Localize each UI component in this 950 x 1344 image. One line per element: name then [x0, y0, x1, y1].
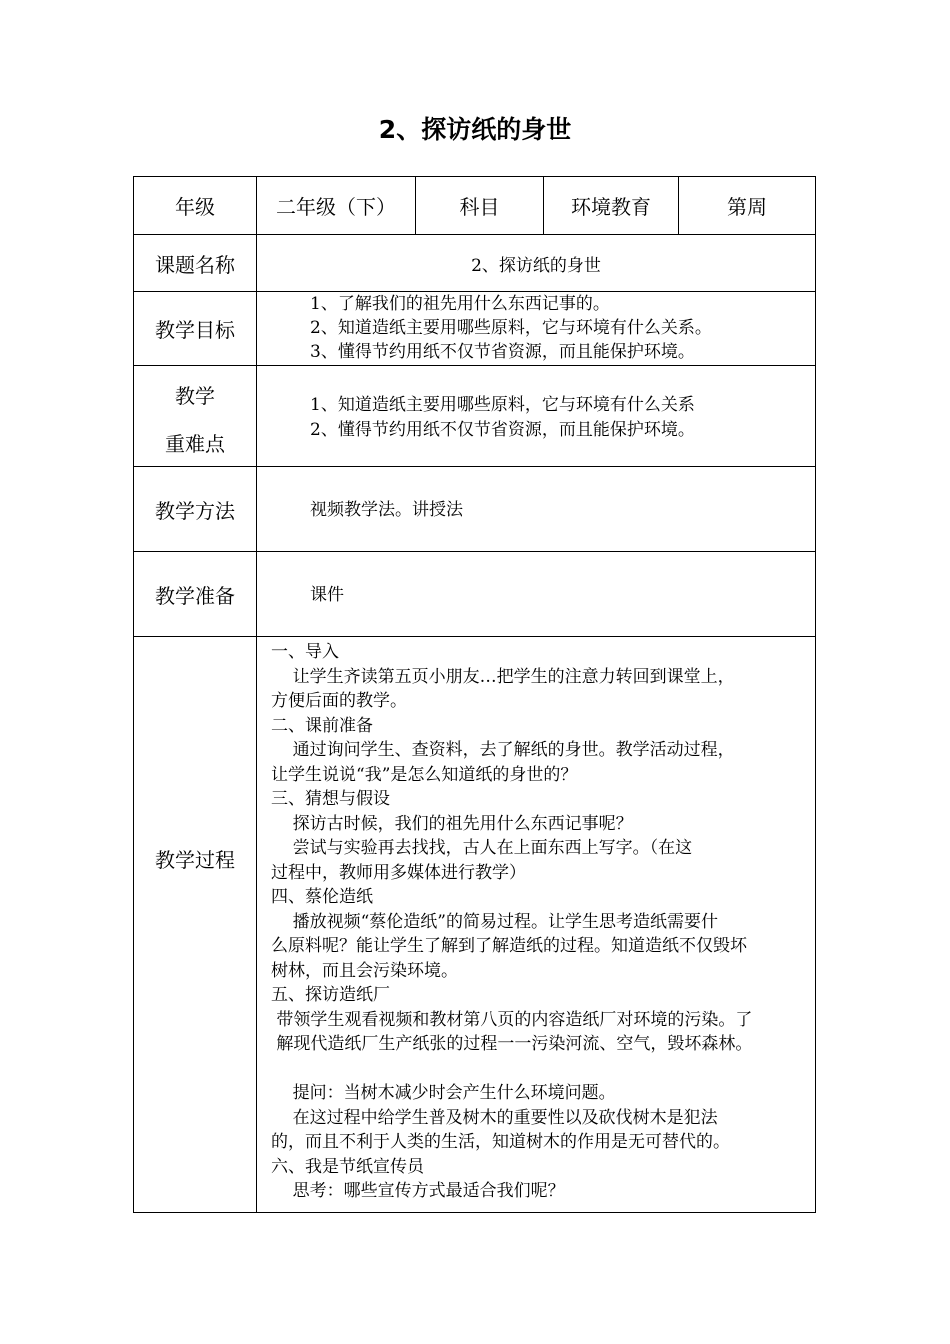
topic-label: 课题名称 [155, 252, 235, 277]
process-line: 通过询问学生、查资料，去了解纸的身世。教学活动过程， [271, 740, 735, 760]
process-line: 让学生齐读第五页小朋友…把学生的注意力转回到课堂上， [271, 666, 735, 687]
process-line: 方便后面的教学。 [271, 691, 407, 711]
process-line: 一、导入 [271, 642, 339, 662]
process-line: 么原料呢？能让学生了解到了解造纸的过程。知道造纸不仅毁坏 [271, 936, 747, 956]
process-line: 提问：当树木减少时会产生什么环境问题。 [271, 1083, 616, 1103]
week-label: 第周 [727, 195, 767, 219]
process-line: 让学生说说“我”是怎么知道纸的身世的？ [271, 764, 578, 785]
methods-label: 教学方法 [155, 498, 235, 523]
process-line: 在这过程中给学生普及树木的重要性以及砍伐树木是犯法 [271, 1107, 718, 1128]
subject-label: 科目 [459, 195, 500, 219]
process-line: 播放视频“蔡伦造纸”的简易过程。让学生思考造纸需要什 [271, 911, 718, 932]
process-line: 过程中，教师用多媒体进行教学） [271, 862, 526, 883]
process-line: 三、猜想与假设 [271, 789, 390, 809]
preparation-value: 课件 [310, 585, 344, 605]
process-line: 思考：哪些宣传方式最适合我们呢？ [271, 1181, 565, 1201]
process-label: 教学过程 [155, 848, 235, 872]
grade-value: 二年级（下） [276, 195, 396, 219]
process-line: 的，而且不利于人类的生活，知道树木的作用是无可替代的。 [271, 1132, 730, 1152]
preparation-label: 教学准备 [155, 583, 235, 608]
process-line: 六、我是节纸宣传员 [271, 1156, 424, 1177]
goals-label: 教学目标 [155, 318, 235, 342]
methods-value: 视频教学法。讲授法 [310, 500, 463, 520]
process-line: 带领学生观看视频和教材第八页的内容造纸厂对环境的污染。了 [271, 1009, 753, 1030]
subject-value: 环境教育 [571, 195, 651, 219]
key-point-line: 1、知道造纸主要用哪些原料，它与环境有什么关系 [310, 395, 695, 415]
process-content [271, 640, 811, 1204]
goal-line: 3、懂得节约用纸不仅节省资源，而且能保护环境。 [310, 342, 695, 362]
key-points-label-line2: 重难点 [165, 431, 225, 456]
process-line: 树林，而且会污染环境。 [271, 960, 458, 981]
process-line: 四、蔡伦造纸 [271, 887, 373, 907]
process-line: 尝试与实验再去找找，古人在上面东西上写字。（在这 [271, 838, 693, 858]
goal-line: 1、了解我们的祖先用什么东西记事的。 [310, 294, 610, 314]
process-line [271, 1057, 811, 1082]
grade-label: 年级 [175, 195, 215, 219]
topic-value: 2、探访纸的身世 [471, 255, 601, 276]
goal-line: 2、知道造纸主要用哪些原料，它与环境有什么关系。 [310, 318, 712, 338]
document-title: 2、探访纸的身世 [378, 115, 572, 144]
process-line: 二、课前准备 [271, 715, 373, 736]
key-points-label-line1: 教学 [175, 383, 215, 408]
process-line: 五、探访造纸厂 [271, 985, 390, 1005]
key-point-line: 2、懂得节约用纸不仅节省资源，而且能保护环境。 [310, 420, 695, 440]
process-line: 解现代造纸厂生产纸张的过程一一污染河流、空气，毁坏森林。 [271, 1034, 753, 1054]
process-line: 探访古时候，我们的祖先用什么东西记事呢？ [271, 813, 633, 834]
